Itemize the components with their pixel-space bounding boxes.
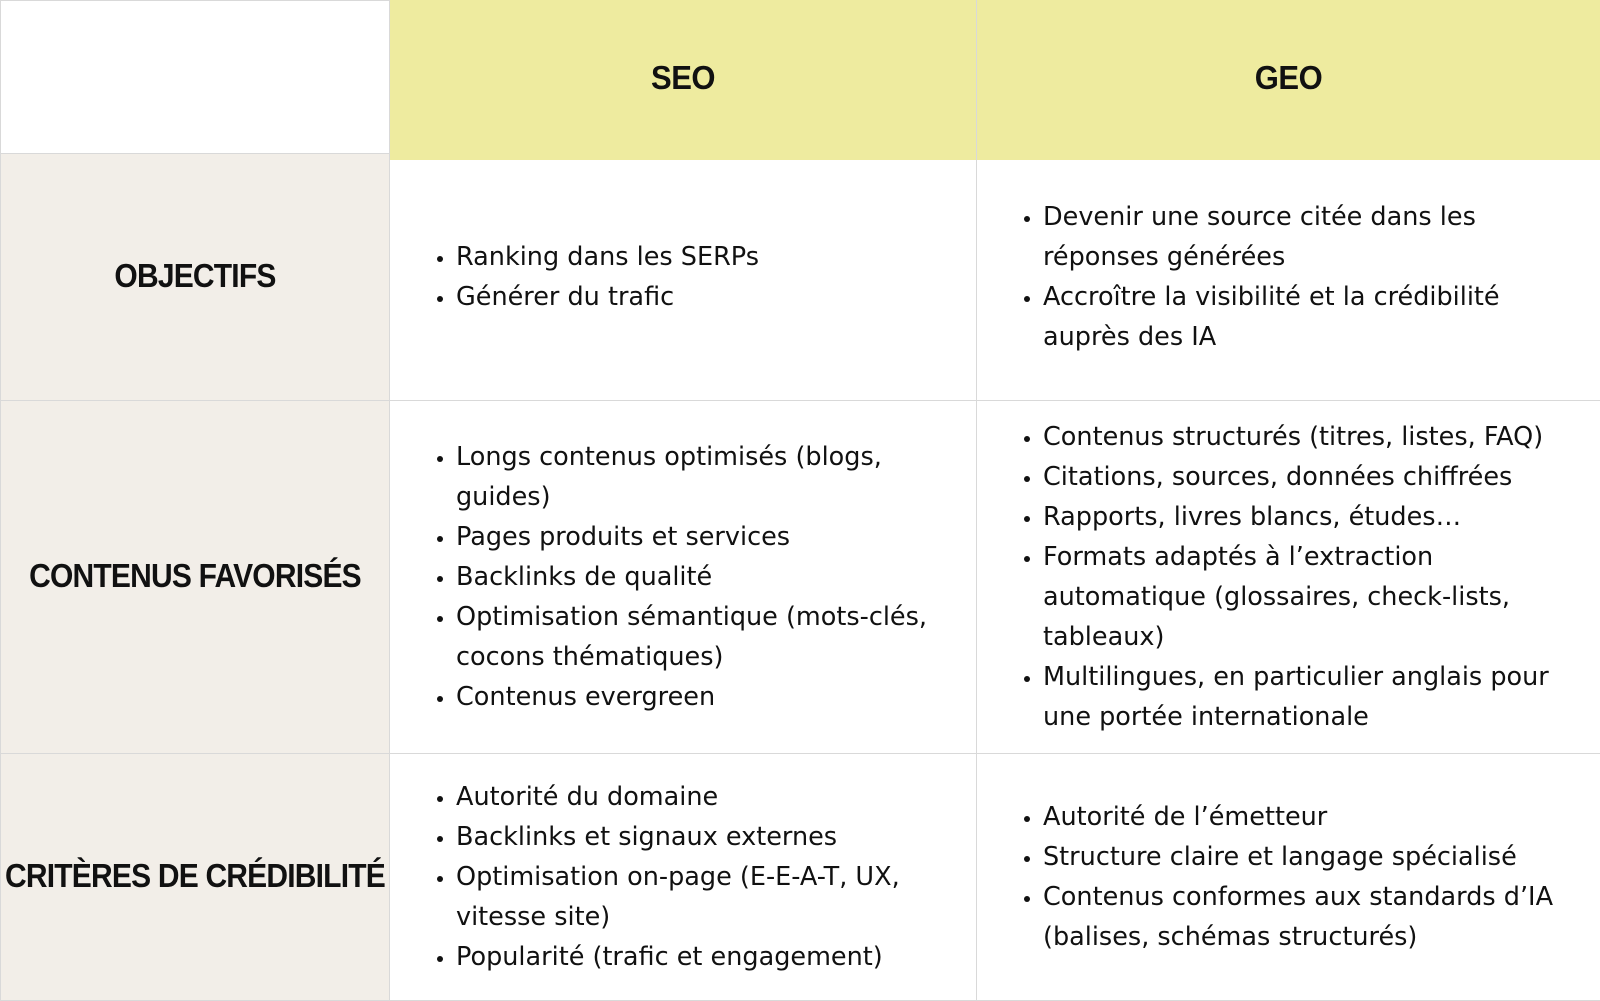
list-item: • Rapports, livres blancs, études…	[1043, 497, 1590, 537]
corner-cell	[1, 1, 390, 154]
list-item: • Multilingues, en particulier anglais pour une portée internationale	[1043, 657, 1590, 737]
table-row-objectifs	[1, 154, 1600, 401]
cell-contenus-geo	[977, 401, 1600, 754]
list-item: • Autorité de l’émetteur	[1043, 797, 1590, 837]
list-item: • Backlinks et signaux externes	[456, 817, 966, 857]
row-label-credibilite	[1, 754, 390, 1001]
table-row-credibilite	[1, 754, 1600, 1001]
cell-credibilite-geo	[977, 754, 1600, 1001]
list-item: • Pages produits et services	[456, 517, 966, 557]
row-label-text: OBJECTIFS	[114, 258, 275, 296]
list-item: • Contenus structurés (titres, listes, FAQ)	[1043, 417, 1590, 457]
list-item: • Devenir une source citée dans les réponses générées	[1043, 197, 1590, 277]
cell-credibilite-seo	[390, 754, 977, 1001]
table-row-contenus	[1, 401, 1600, 754]
bullet-list	[390, 777, 976, 977]
bullet-list	[977, 797, 1600, 957]
bullet-list	[390, 237, 976, 317]
column-header-geo: GEO	[977, 0, 1600, 160]
list-item: • Longs contenus optimisés (blogs, guides)	[456, 437, 966, 517]
list-item: • Backlinks de qualité	[456, 557, 966, 597]
bullet-list	[390, 437, 976, 717]
bullet-list	[977, 197, 1600, 357]
row-label-contenus	[1, 401, 390, 754]
row-label-text: CRITÈRES DE CRÉDIBILITÉ	[5, 858, 385, 896]
cell-objectifs-seo	[390, 154, 977, 401]
list-item: • Optimisation on-page (E-E-A-T, UX, vitesse site)	[456, 857, 966, 937]
list-item: • Popularité (trafic et engagement)	[456, 937, 966, 977]
list-item: • Ranking dans les SERPs	[456, 237, 966, 277]
cell-objectifs-geo	[977, 154, 1600, 401]
row-label-objectifs	[1, 154, 390, 401]
bullet-list	[977, 417, 1600, 737]
list-item: • Générer du trafic	[456, 277, 966, 317]
column-header-seo: SEO	[390, 0, 977, 160]
list-item: • Contenus conformes aux standards d’IA (balises, schémas structurés)	[1043, 877, 1590, 957]
list-item: • Contenus evergreen	[456, 677, 966, 717]
list-item: • Autorité du domaine	[456, 777, 966, 817]
header-row	[1, 1, 1600, 154]
list-item: • Structure claire et langage spécialisé	[1043, 837, 1590, 877]
list-item: • Citations, sources, données chiffrées	[1043, 457, 1590, 497]
list-item: • Formats adaptés à l’extraction automatique (glossaires, check-lists, tableaux)	[1043, 537, 1590, 657]
list-item: • Accroître la visibilité et la crédibilité auprès des IA	[1043, 277, 1590, 357]
cell-contenus-seo	[390, 401, 977, 754]
row-label-text: CONTENUS FAVORISÉS	[29, 558, 361, 596]
list-item: • Optimisation sémantique (mots-clés, cocons thématiques)	[456, 597, 966, 677]
